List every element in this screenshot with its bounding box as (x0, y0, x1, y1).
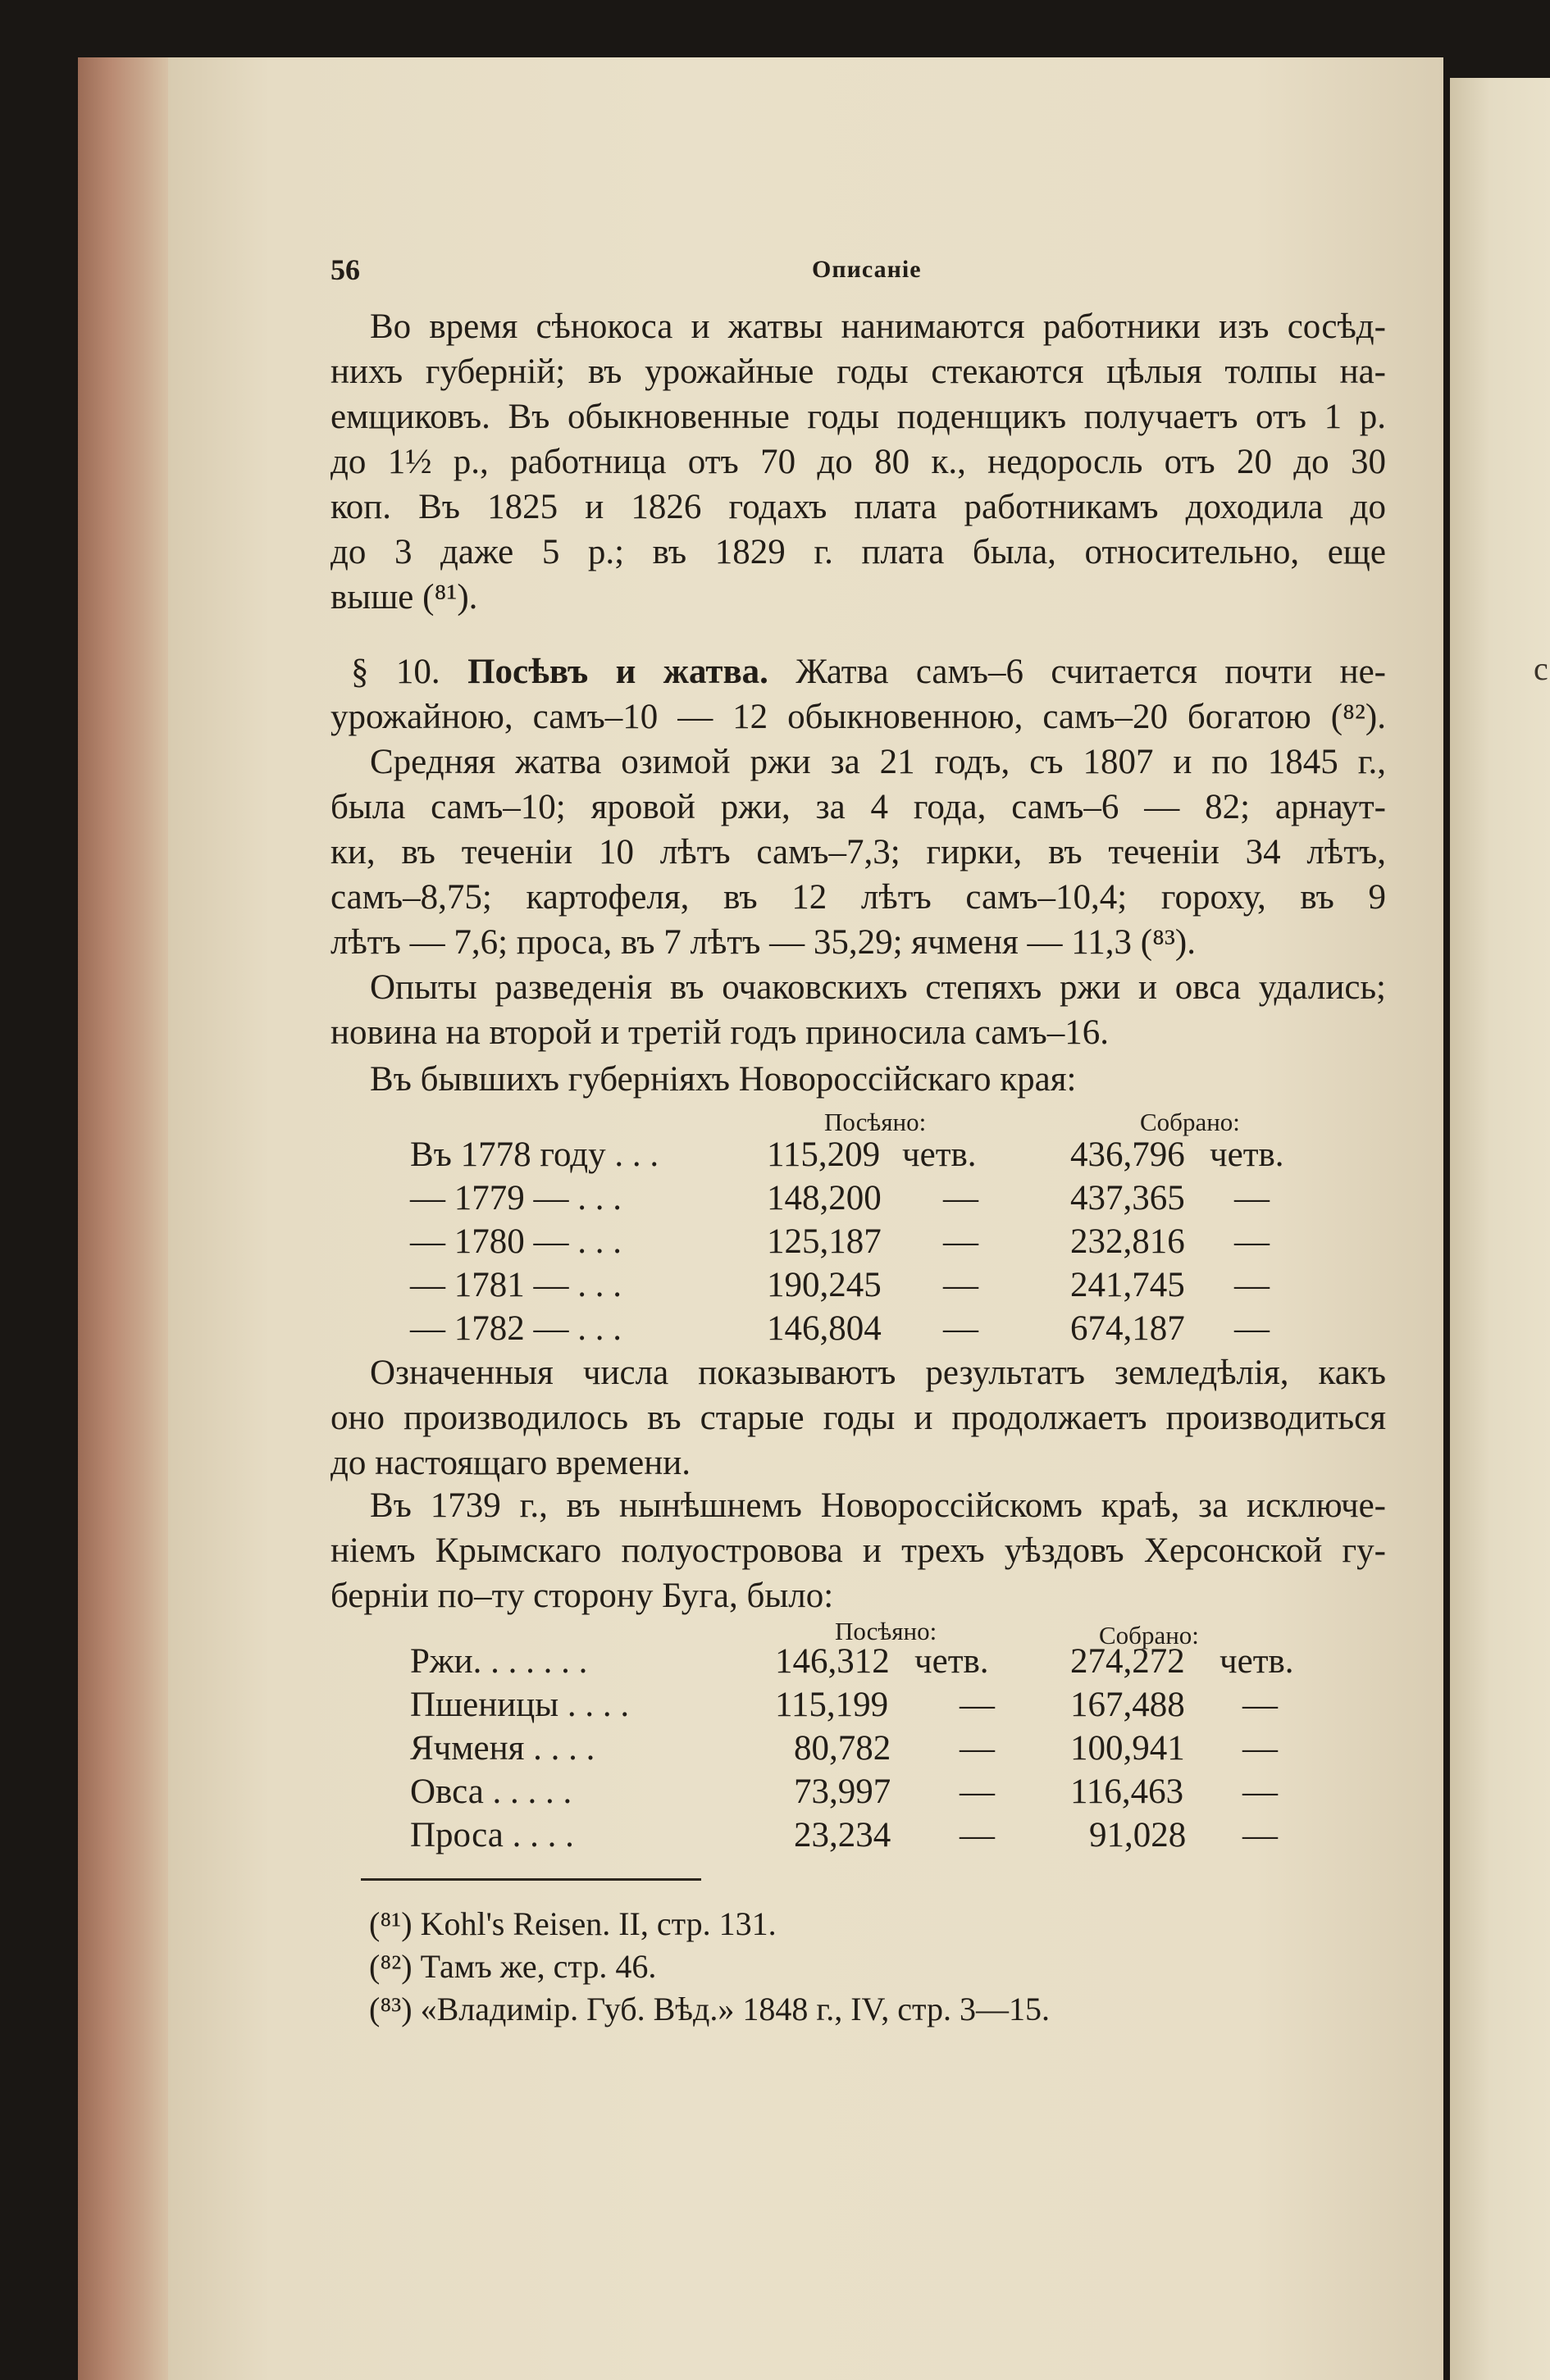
table2-row-unit1: четв. (914, 1642, 989, 1681)
table2-row-sown: 80,782 (794, 1729, 891, 1768)
para1-line: до 3 даже 5 р.; въ 1829 г. плата была, относительно, еще (331, 533, 1386, 571)
table2-row-unit1: — (960, 1729, 995, 1768)
section-first-line (351, 650, 1386, 694)
table2-row-label: Пшеницы . . . . (410, 1686, 630, 1724)
para4-line: оно производилось въ старые годы и продолжаетъ производиться (331, 1399, 1386, 1437)
table2-row-label: Ячменя . . . . (410, 1729, 595, 1768)
table1-row-sown: 146,804 (767, 1309, 882, 1348)
para1-line: выше (⁸¹). (331, 578, 478, 617)
table2-row-sown: 23,234 (794, 1816, 891, 1854)
section-line: была самъ–10; яровой ржи, за 4 года, самъ–6 — 82; арнаут- (331, 788, 1386, 826)
running-title: Описаніе (812, 256, 922, 283)
table2-row-unit2: — (1242, 1816, 1278, 1854)
table2-row-unit2: — (1242, 1686, 1278, 1724)
table2-head-gathered: Собрано: (1099, 1621, 1199, 1650)
table1-row-label: Въ 1778 году . . . (410, 1135, 659, 1174)
table2-row-sown: 115,199 (775, 1686, 889, 1724)
para5-line: Въ 1739 г., въ нынѣшнемъ Новороссійскомъ краѣ, за исключе- (370, 1486, 1386, 1525)
para3-line: новина на второй и третій годъ приносила самъ–16. (331, 1013, 1109, 1052)
table2-row-unit1: — (960, 1772, 995, 1811)
table2-row-unit1: — (960, 1686, 995, 1724)
table1-row-gathered: 241,745 (1070, 1266, 1185, 1304)
table2-row-sown: 146,312 (775, 1642, 890, 1681)
section-line: ки, въ теченіи 10 лѣтъ самъ–7,3; гирки, въ теченіи 34 лѣтъ, (331, 833, 1386, 871)
table2-row-unit2: — (1242, 1729, 1278, 1768)
table1-row-label: — 1779 — . . . (410, 1179, 622, 1217)
footnote: (⁸³) «Владимір. Губ. Вѣд.» 1848 г., IV, стр. 3—15. (369, 1991, 1050, 2027)
table1-row-unit1: — (943, 1309, 978, 1348)
table2-row-label: Овса . . . . . (410, 1772, 572, 1811)
table2-row-gathered: 167,488 (1070, 1686, 1185, 1724)
table1-intro: Въ бывшихъ губерніяхъ Новороссійскаго края: (370, 1060, 1077, 1099)
para5-line: берніи по–ту сторону Буга, было: (331, 1577, 834, 1615)
table1-row-unit2: — (1234, 1222, 1270, 1261)
table1-row-gathered: 436,796 (1070, 1135, 1185, 1174)
para1-line: нихъ губерній; въ урожайные годы стекаются цѣлыя толпы на- (331, 353, 1386, 391)
table2-head-sown: Посѣяно: (835, 1617, 937, 1645)
table1-row-sown: 125,187 (767, 1222, 882, 1261)
table2-row-unit2: четв. (1219, 1642, 1294, 1681)
para3-line: Опыты разведенія въ очаковскихъ степяхъ ржи и овса удались; (370, 968, 1386, 1007)
table1-row-unit1: — (943, 1179, 978, 1217)
table2-row-gathered: 116,463 (1070, 1772, 1184, 1811)
table2-row-gathered: 100,941 (1070, 1729, 1185, 1768)
table1-row-unit2: — (1234, 1266, 1270, 1304)
section-first-line-rest: Жатва самъ–6 считается почти не- (796, 653, 1386, 691)
para4-line: Означенныя числа показываютъ результатъ земледѣлія, какъ (370, 1354, 1386, 1392)
para1-line: до 1½ р., работница отъ 70 до 80 к., недоросль отъ 20 до 30 (331, 443, 1386, 481)
section-title: Посѣвъ и жатва. (467, 653, 768, 691)
table2-row-gathered: 91,028 (1089, 1816, 1187, 1854)
next-page-glyph: с (1534, 650, 1548, 687)
page-number: 56 (331, 253, 360, 286)
table1-row-unit2: — (1234, 1179, 1270, 1217)
table1-row-gathered: 674,187 (1070, 1309, 1185, 1348)
table2-row-gathered: 274,272 (1070, 1642, 1185, 1681)
table1-row-label: — 1781 — . . . (410, 1266, 622, 1304)
table1-row-label: — 1780 — . . . (410, 1222, 622, 1261)
section-line: лѣтъ — 7,6; проса, въ 7 лѣтъ — 35,29; ячменя — 11,3 (⁸³). (331, 923, 1196, 962)
table1-row-unit2: четв. (1210, 1135, 1284, 1174)
para1-line: емщиковъ. Въ обыкновенные годы поденщикъ получаетъ отъ 1 р. (331, 398, 1386, 436)
table1-row-unit1: — (943, 1266, 978, 1304)
table2-row-sown: 73,997 (794, 1772, 891, 1811)
para5-line: ніемъ Крымскаго полуостровова и трехъ уѣздовъ Херсонской гу- (331, 1531, 1386, 1570)
table1-row-sown: 190,245 (767, 1266, 882, 1304)
footnote: (⁸¹) Kohl's Reisen. II, стр. 131. (369, 1905, 777, 1942)
section-line: урожайною, самъ–10 — 12 обыкновенною, самъ–20 богатою (⁸²). (331, 698, 1386, 736)
table1-row-gathered: 232,816 (1070, 1222, 1185, 1261)
para4-line: до настоящаго времени. (331, 1444, 691, 1482)
table1-head-gathered: Собрано: (1140, 1108, 1240, 1136)
table1-row-gathered: 437,365 (1070, 1179, 1185, 1217)
table2-row-unit2: — (1242, 1772, 1278, 1811)
footnote-rule (361, 1878, 701, 1881)
table1-row-label: — 1782 — . . . (410, 1309, 622, 1348)
table2-row-label: Проса . . . . (410, 1816, 574, 1854)
table2-row-label: Ржи. . . . . . . (410, 1642, 588, 1681)
para1-line: Во время сѣнокоса и жатвы нанимаются работники изъ сосѣд- (370, 307, 1386, 346)
footnote: (⁸²) Тамъ же, стр. 46. (369, 1948, 657, 1985)
table1-head-sown: Посѣяно: (824, 1108, 927, 1136)
section-line: самъ–8,75; картофеля, въ 12 лѣтъ самъ–10,4; гороху, въ 9 (331, 878, 1386, 917)
table1-row-unit2: — (1234, 1309, 1270, 1348)
table1-row-sown: 148,200 (767, 1179, 882, 1217)
section-line: Средняя жатва озимой ржи за 21 годъ, съ 1807 и по 1845 г., (370, 743, 1386, 781)
table1-row-sown: 115,209 (767, 1135, 881, 1174)
table1-row-unit1: четв. (902, 1135, 977, 1174)
section-number: § 10. (351, 653, 440, 691)
para1-line: коп. Въ 1825 и 1826 годахъ плата работникамъ доходила до (331, 488, 1386, 526)
table1-row-unit1: — (943, 1222, 978, 1261)
table2-row-unit1: — (960, 1816, 995, 1854)
